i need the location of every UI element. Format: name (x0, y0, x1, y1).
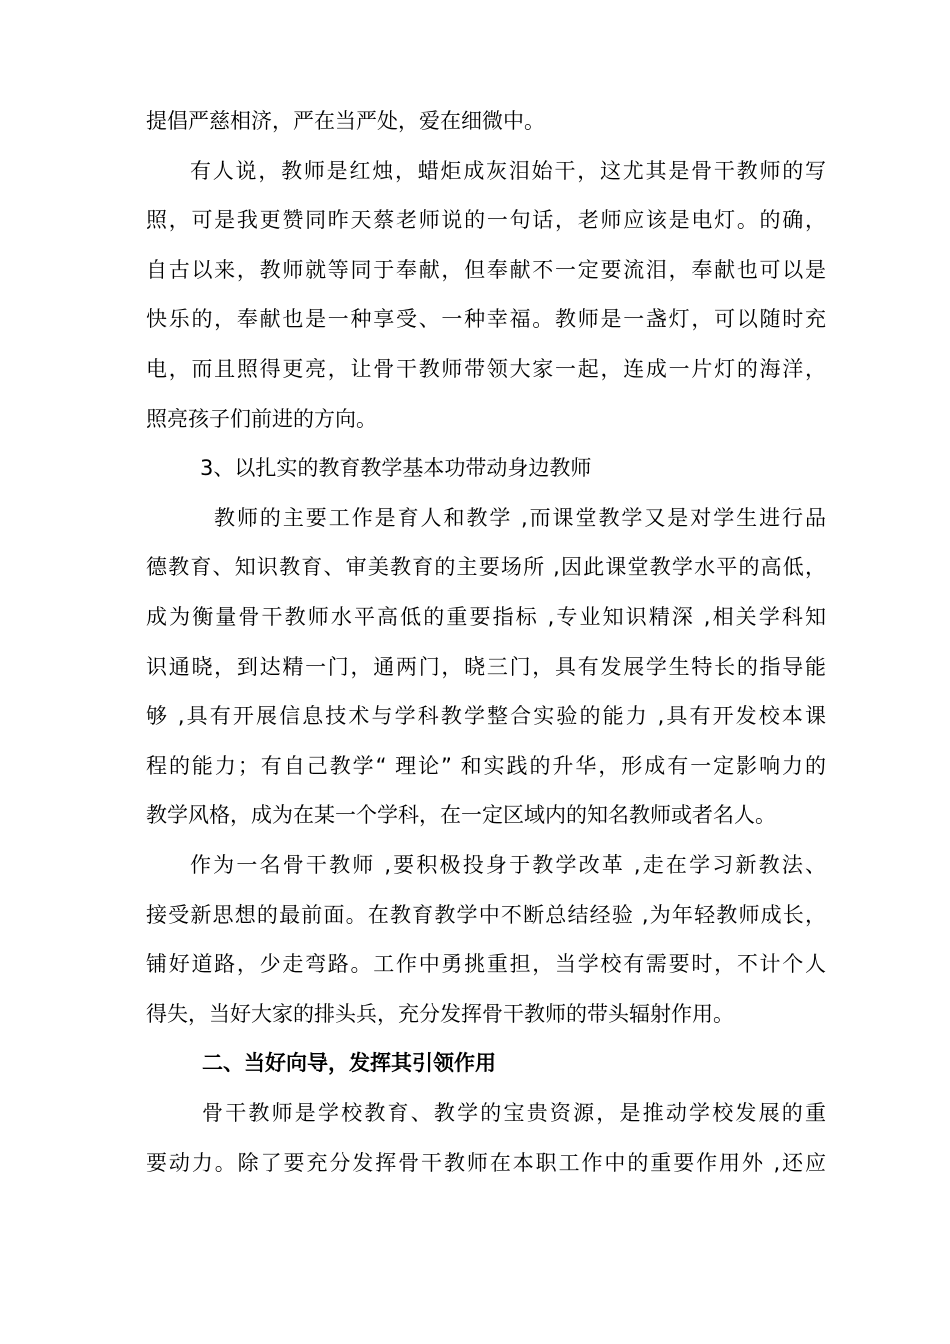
text-line: 骨干教师是学校教育、教学的宝贵资源，是推动学校发展的重 (202, 1101, 826, 1125)
text-line: 自古以来，教师就等同于奉献，但奉献不一定要流泪，奉献也可以是 (146, 257, 826, 282)
text-line: 二、当好向导，发挥其引领作用 (202, 1051, 496, 1076)
text-line: 3、以扎实的教育教学基本功带动身边教师 (200, 456, 592, 481)
text-line: 接受新思想的最前面。在教育教学中不断总结经验 ,为年轻教师成长， (146, 902, 826, 927)
text-line: 提倡严慈相济，严在当严处，爱在细微中。 (146, 109, 545, 133)
text-line: 教师的主要工作是育人和教学 ,而课堂教学又是对学生进行品 (214, 505, 826, 530)
text-line: 够 ,具有开展信息技术与学科教学整合实验的能力 ,具有开发校本课 (146, 704, 826, 729)
text-line: 照，可是我更赞同昨天蔡老师说的一句话，老师应该是电灯。的确， (146, 208, 826, 233)
text-line: 教学风格，成为在某一个学科，在一定区域内的知名教师或者名人。 (146, 803, 776, 828)
text-line: 快乐的，奉献也是一种享受、一种幸福。教师是一盏灯，可以随时充 (146, 307, 826, 332)
text-line: 作为一名骨干教师 ,要积极投身于教学改革 ,走在学习新教法、 (190, 853, 826, 877)
text-line: 照亮孩子们前进的方向。 (146, 406, 377, 431)
text-line: 识通晓，到达精一门，通两门，晓三门，具有发展学生特长的指导能 (146, 654, 826, 679)
text-line: 要动力。除了要充分发挥骨干教师在本职工作中的重要作用外 ,还应 (146, 1150, 826, 1175)
text-line: 程的能力；有自己教学“ 理论” 和实践的升华，形成有一定影响力的 (146, 753, 826, 778)
text-line: 铺好道路，少走弯路。工作中勇挑重担，当学校有需要时，不计个人 (146, 952, 826, 977)
text-line: 德教育、知识教育、审美教育的主要场所 ,因此课堂教学水平的高低， (146, 555, 826, 580)
text-line: 成为衡量骨干教师水平高低的重要指标 ,专业知识精深 ,相关学科知 (146, 605, 826, 629)
text-line: 有人说，教师是红烛，蜡炬成灰泪始干，这尤其是骨干教师的写 (190, 158, 826, 183)
text-line: 得失，当好大家的排头兵，充分发挥骨干教师的带头辐射作用。 (146, 1001, 734, 1026)
text-line: 电，而且照得更亮，让骨干教师带领大家一起，连成一片灯的海洋， (146, 357, 826, 381)
